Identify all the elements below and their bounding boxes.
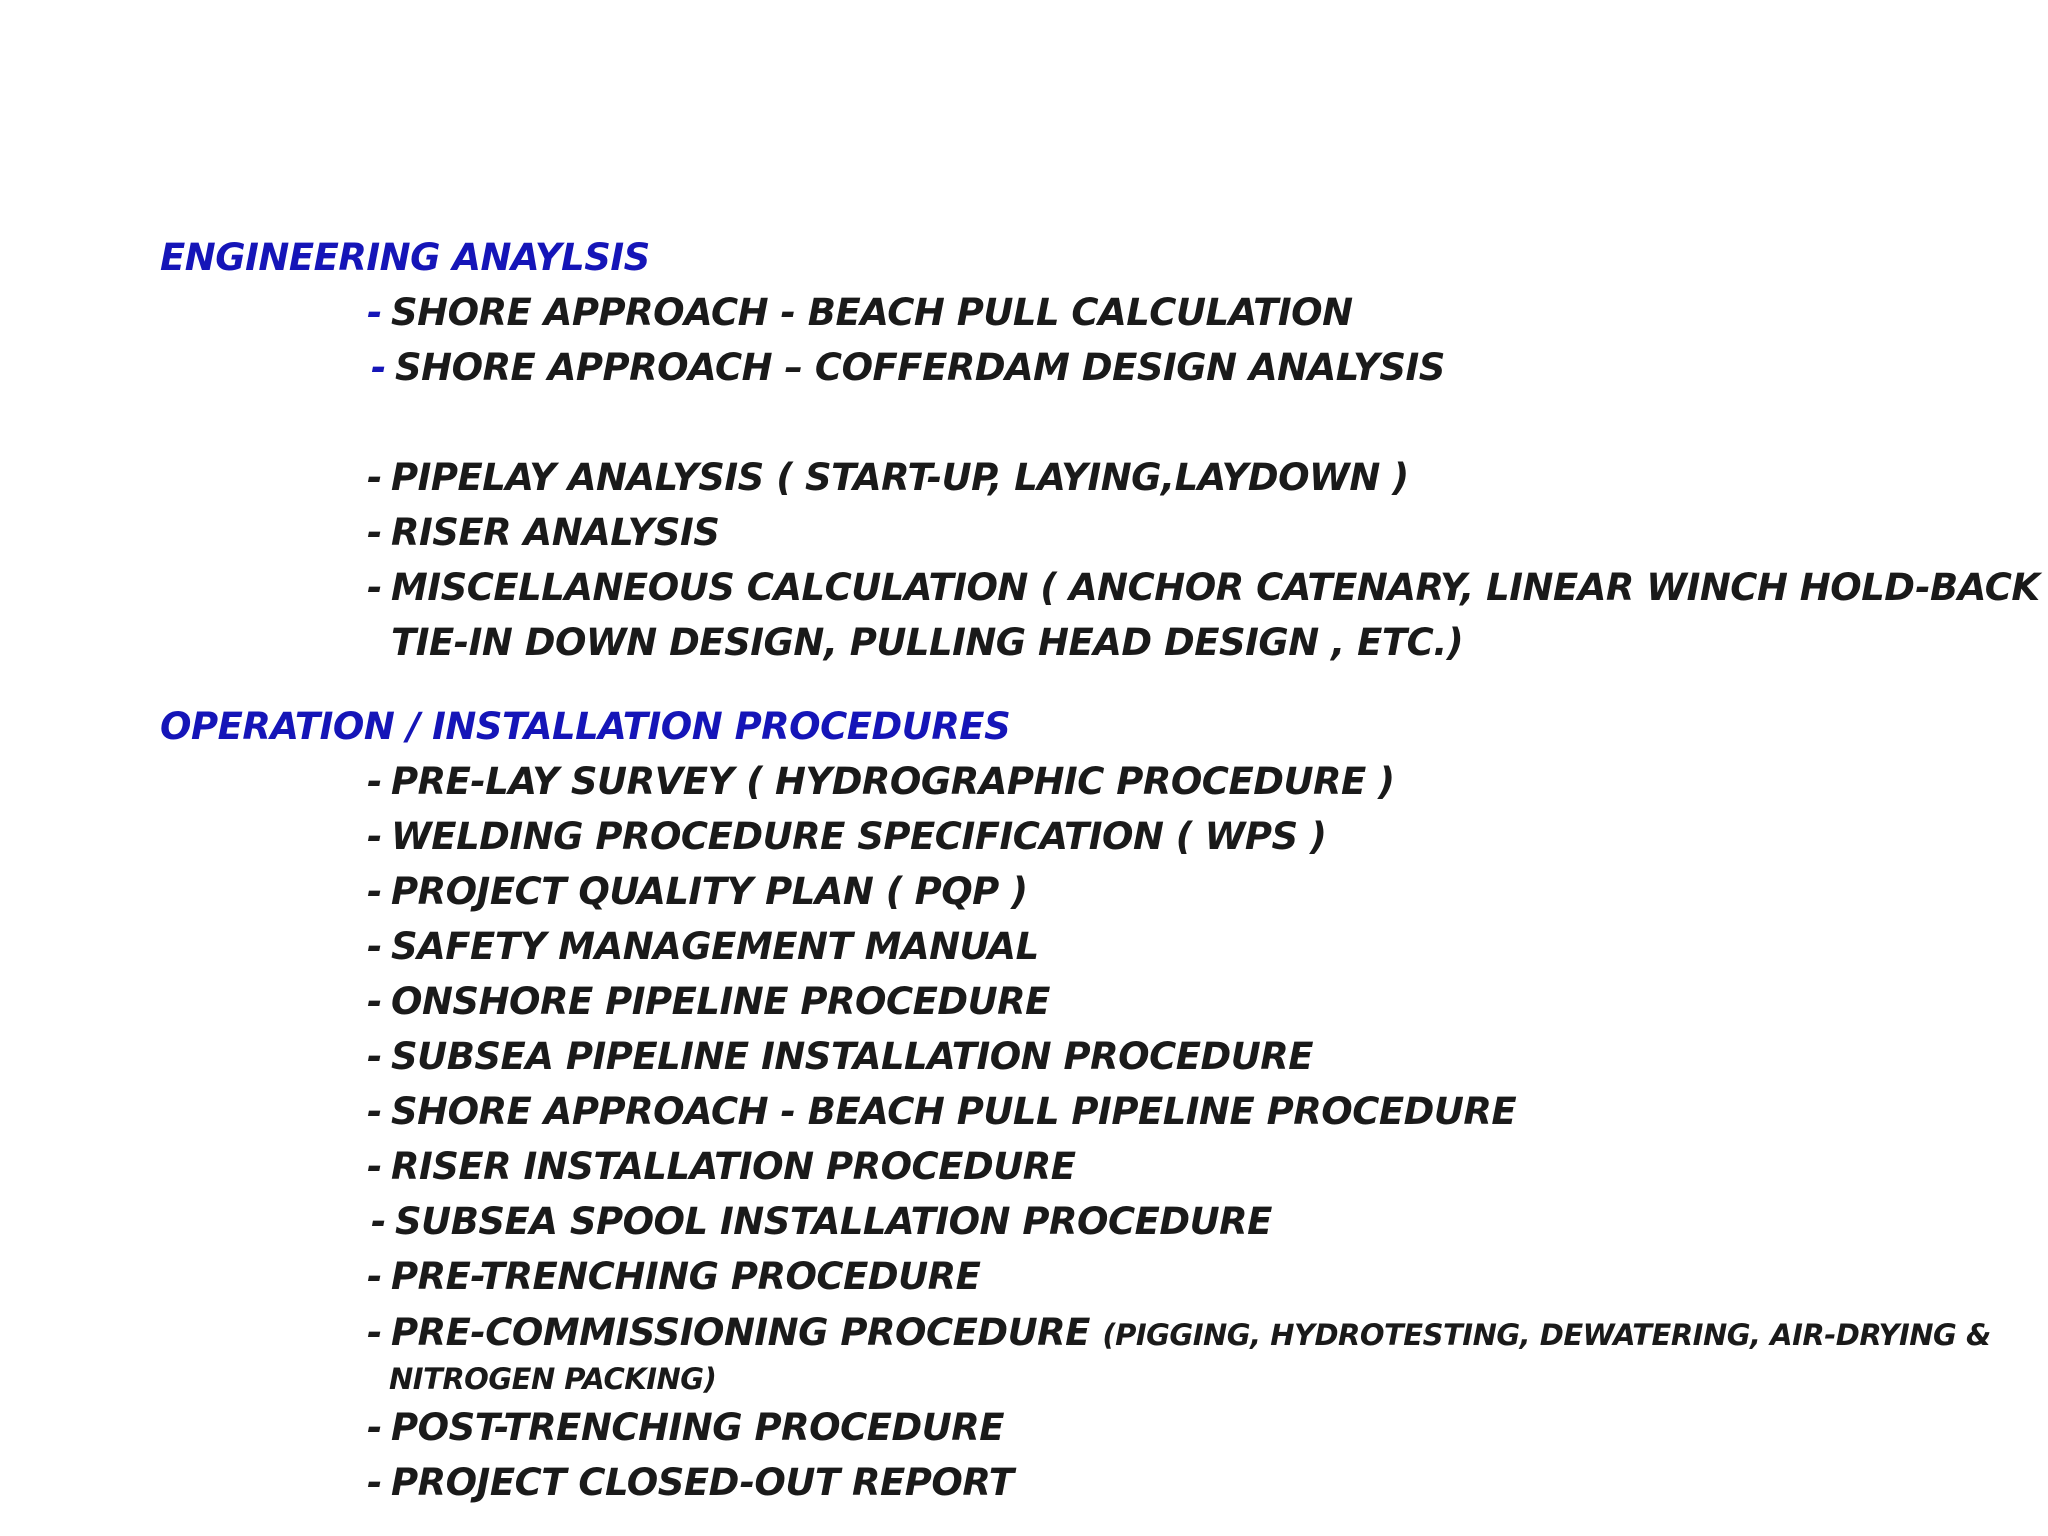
bullet-dash: - (367, 870, 382, 913)
list-item-text: SHORE APPROACH – COFFERDAM DESIGN ANALYSIS (395, 346, 1445, 389)
list-item (367, 511, 719, 555)
list-item-text: SUBSEA SPOOL INSTALLATION PROCEDURE (395, 1200, 1272, 1243)
list-item (367, 1090, 1516, 1134)
bullet-dash: - (367, 566, 382, 609)
list-item (367, 925, 1039, 969)
list-item (367, 1255, 980, 1299)
list-item (367, 1035, 1313, 1079)
bullet-dash: - (367, 1461, 382, 1504)
list-item-text: SAFETY MANAGEMENT MANUAL (391, 925, 1039, 968)
list-item (367, 1311, 1991, 1357)
list-item (367, 815, 1326, 859)
bullet-dash: - (371, 1200, 386, 1243)
list-item-text: PRE-LAY SURVEY ( HYDROGRAPHIC PROCEDURE ) (391, 760, 1395, 803)
list-item-note: (PIGGING, HYDROTESTING, DEWATERING, AIR-DRYING & (1102, 1318, 1991, 1352)
bullet-dash: - (367, 1145, 382, 1188)
bullet-dash: - (367, 456, 382, 499)
bullet-dash: - (367, 291, 382, 334)
bullet-dash: - (367, 1035, 382, 1078)
bullet-dash: - (367, 980, 382, 1023)
list-item (367, 1145, 1076, 1189)
list-item-continuation: TIE-IN DOWN DESIGN, PULLING HEAD DESIGN , ETC.) (391, 621, 1464, 664)
list-item (367, 291, 1353, 335)
list-item-text: PRE-TRENCHING PROCEDURE (391, 1255, 981, 1298)
list-item-text: WELDING PROCEDURE SPECIFICATION ( WPS ) (391, 815, 1327, 858)
bullet-dash: - (367, 1311, 382, 1354)
list-item-text: SUBSEA PIPELINE INSTALLATION PROCEDURE (391, 1035, 1314, 1078)
list-item-text: PROJECT QUALITY PLAN ( PQP ) (391, 870, 1028, 913)
list-item (367, 1406, 1004, 1450)
bullet-dash: - (367, 1255, 382, 1298)
bullet-dash: - (367, 760, 382, 803)
bullet-dash: - (367, 925, 382, 968)
bullet-dash: - (367, 815, 382, 858)
bullet-dash: - (367, 1090, 382, 1133)
list-item-note-continuation: NITROGEN PACKING) (389, 1362, 717, 1396)
list-item (371, 346, 1445, 390)
list-item (371, 1200, 1272, 1244)
list-item-text: SHORE APPROACH - BEACH PULL PIPELINE PROCEDURE (391, 1090, 1517, 1133)
list-item-text: POST-TRENCHING PROCEDURE (391, 1406, 1005, 1449)
list-item-text: PROJECT CLOSED-OUT REPORT (391, 1461, 1014, 1504)
list-item-text: ONSHORE PIPELINE PROCEDURE (391, 980, 1050, 1023)
list-item-text: RISER ANALYSIS (391, 511, 720, 554)
list-item (367, 456, 1409, 500)
list-item (367, 980, 1050, 1024)
list-item (367, 760, 1395, 804)
list-item (367, 566, 2040, 610)
list-item-text: MISCELLANEOUS CALCULATION ( ANCHOR CATENARY, LINEAR WINCH HOLD-BACK (391, 566, 2040, 609)
list-item (367, 870, 1028, 914)
list-item-text: PRE-COMMISSIONING PROCEDURE (391, 1311, 1090, 1354)
bullet-dash: - (371, 346, 386, 389)
section-heading-operation: OPERATION / INSTALLATION PROCEDURES (160, 705, 1011, 748)
section-heading-engineering: ENGINEERING ANAYLSIS (160, 236, 650, 279)
bullet-dash: - (367, 511, 382, 554)
list-item-text: RISER INSTALLATION PROCEDURE (391, 1145, 1076, 1188)
list-item (367, 1461, 1013, 1505)
bullet-dash: - (367, 1406, 382, 1449)
list-item-text: PIPELAY ANALYSIS ( START-UP, LAYING,LAYDOWN ) (391, 456, 1409, 499)
list-item-text: SHORE APPROACH - BEACH PULL CALCULATION (391, 291, 1353, 334)
